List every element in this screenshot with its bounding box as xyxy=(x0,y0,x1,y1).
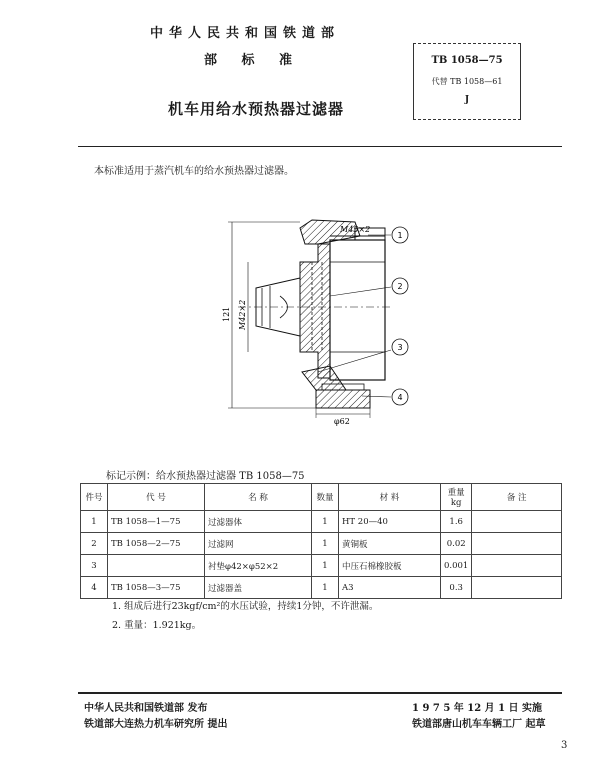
cell-remark xyxy=(472,533,562,555)
header-qty: 数量 xyxy=(312,484,339,511)
callout-4 xyxy=(392,389,408,405)
footer-effective-date: 1 9 7 5 年 12 月 1 日 实施 xyxy=(412,703,543,714)
category-code: J xyxy=(464,95,470,105)
cell-remark xyxy=(472,577,562,599)
header-code: 代 号 xyxy=(108,484,205,511)
note-1: 1. 组成后进行23kgf/cm²的水压试验，持续1分钟，不许泄漏。 xyxy=(112,601,379,612)
intro-text: 本标准适用于蒸汽机车的给水预热器过滤器。 xyxy=(94,166,294,177)
header-weight: 重量kg xyxy=(441,484,472,511)
table-row xyxy=(81,577,562,599)
cell-code: TB 1058—3—75 xyxy=(108,577,205,599)
cell-part-no: 1 xyxy=(81,511,108,533)
filter-body xyxy=(300,220,385,380)
table-row xyxy=(81,533,562,555)
footer-drafter: 铁道部唐山机车车辆工厂 起草 xyxy=(412,719,546,730)
standard-code: TB 1058—75 xyxy=(431,55,503,66)
replaces-code: 代替 TB 1058—61 xyxy=(431,77,503,86)
table-row xyxy=(81,555,562,577)
header-part-no: 件号 xyxy=(81,484,108,511)
cell-part-no: 3 xyxy=(81,555,108,577)
cell-qty: 1 xyxy=(312,511,339,533)
dim-bottom-diameter: φ62 xyxy=(334,417,350,426)
cell-material: HT 20—40 xyxy=(339,511,441,533)
cell-qty: 1 xyxy=(312,555,339,577)
cell-name: 过滤器盖 xyxy=(205,577,312,599)
cell-code: TB 1058—2—75 xyxy=(108,533,205,555)
dim-height: 121 xyxy=(222,306,231,322)
cell-material: 中压石棉橡胶板 xyxy=(339,555,441,577)
cell-weight: 0.001 xyxy=(441,555,472,577)
callout-1 xyxy=(392,227,408,243)
dim-thread-top: M45×2 xyxy=(340,225,371,234)
cell-remark xyxy=(472,511,562,533)
notes xyxy=(112,597,378,635)
page-number: 3 xyxy=(561,740,568,751)
footer-proposer: 铁道部大连热力机车研究所 提出 xyxy=(84,719,228,730)
cell-qty: 1 xyxy=(312,533,339,555)
cell-name: 过滤器体 xyxy=(205,511,312,533)
callout-3 xyxy=(392,339,408,355)
cell-weight: 0.3 xyxy=(441,577,472,599)
callout-4-label: 4 xyxy=(397,393,403,402)
footer-divider xyxy=(78,692,562,694)
callout-2-label: 2 xyxy=(397,282,403,291)
cell-code xyxy=(108,555,205,577)
cell-remark xyxy=(472,555,562,577)
dimension-lines xyxy=(228,222,370,418)
header-material: 材 料 xyxy=(339,484,441,511)
note-2: 2. 重量：1.921kg。 xyxy=(112,620,202,631)
header-remark: 备 注 xyxy=(472,484,562,511)
gasket-and-cover xyxy=(302,366,370,408)
cell-name: 衬垫φ42×φ52×2 xyxy=(205,555,312,577)
cell-material: A3 xyxy=(339,577,441,599)
cell-weight: 1.6 xyxy=(441,511,472,533)
callout-3-label: 3 xyxy=(397,343,403,352)
footer-issuer: 中华人民共和国铁道部 发布 xyxy=(84,703,208,714)
callout-2 xyxy=(392,278,408,294)
cell-code: TB 1058—1—75 xyxy=(108,511,205,533)
cell-qty: 1 xyxy=(312,577,339,599)
cell-part-no: 4 xyxy=(81,577,108,599)
cell-material: 黄铜板 xyxy=(339,533,441,555)
dim-thread-side: M42×2 xyxy=(238,299,247,330)
cell-name: 过滤网 xyxy=(205,533,312,555)
table-row xyxy=(81,511,562,533)
callout-1-label: 1 xyxy=(397,231,403,240)
parts-table xyxy=(80,483,562,599)
header-name: 名 称 xyxy=(205,484,312,511)
marking-example: 标记示例：给水预热器过滤器 TB 1058—75 xyxy=(106,471,305,482)
table-header-row xyxy=(81,484,562,511)
ministry-heading: 中华人民共和国铁道部 xyxy=(150,26,341,41)
cell-part-no: 2 xyxy=(81,533,108,555)
cell-weight: 0.02 xyxy=(441,533,472,555)
document-title: 机车用给水预热器过滤器 xyxy=(168,100,345,118)
standard-label: 部 标 准 xyxy=(204,53,303,68)
